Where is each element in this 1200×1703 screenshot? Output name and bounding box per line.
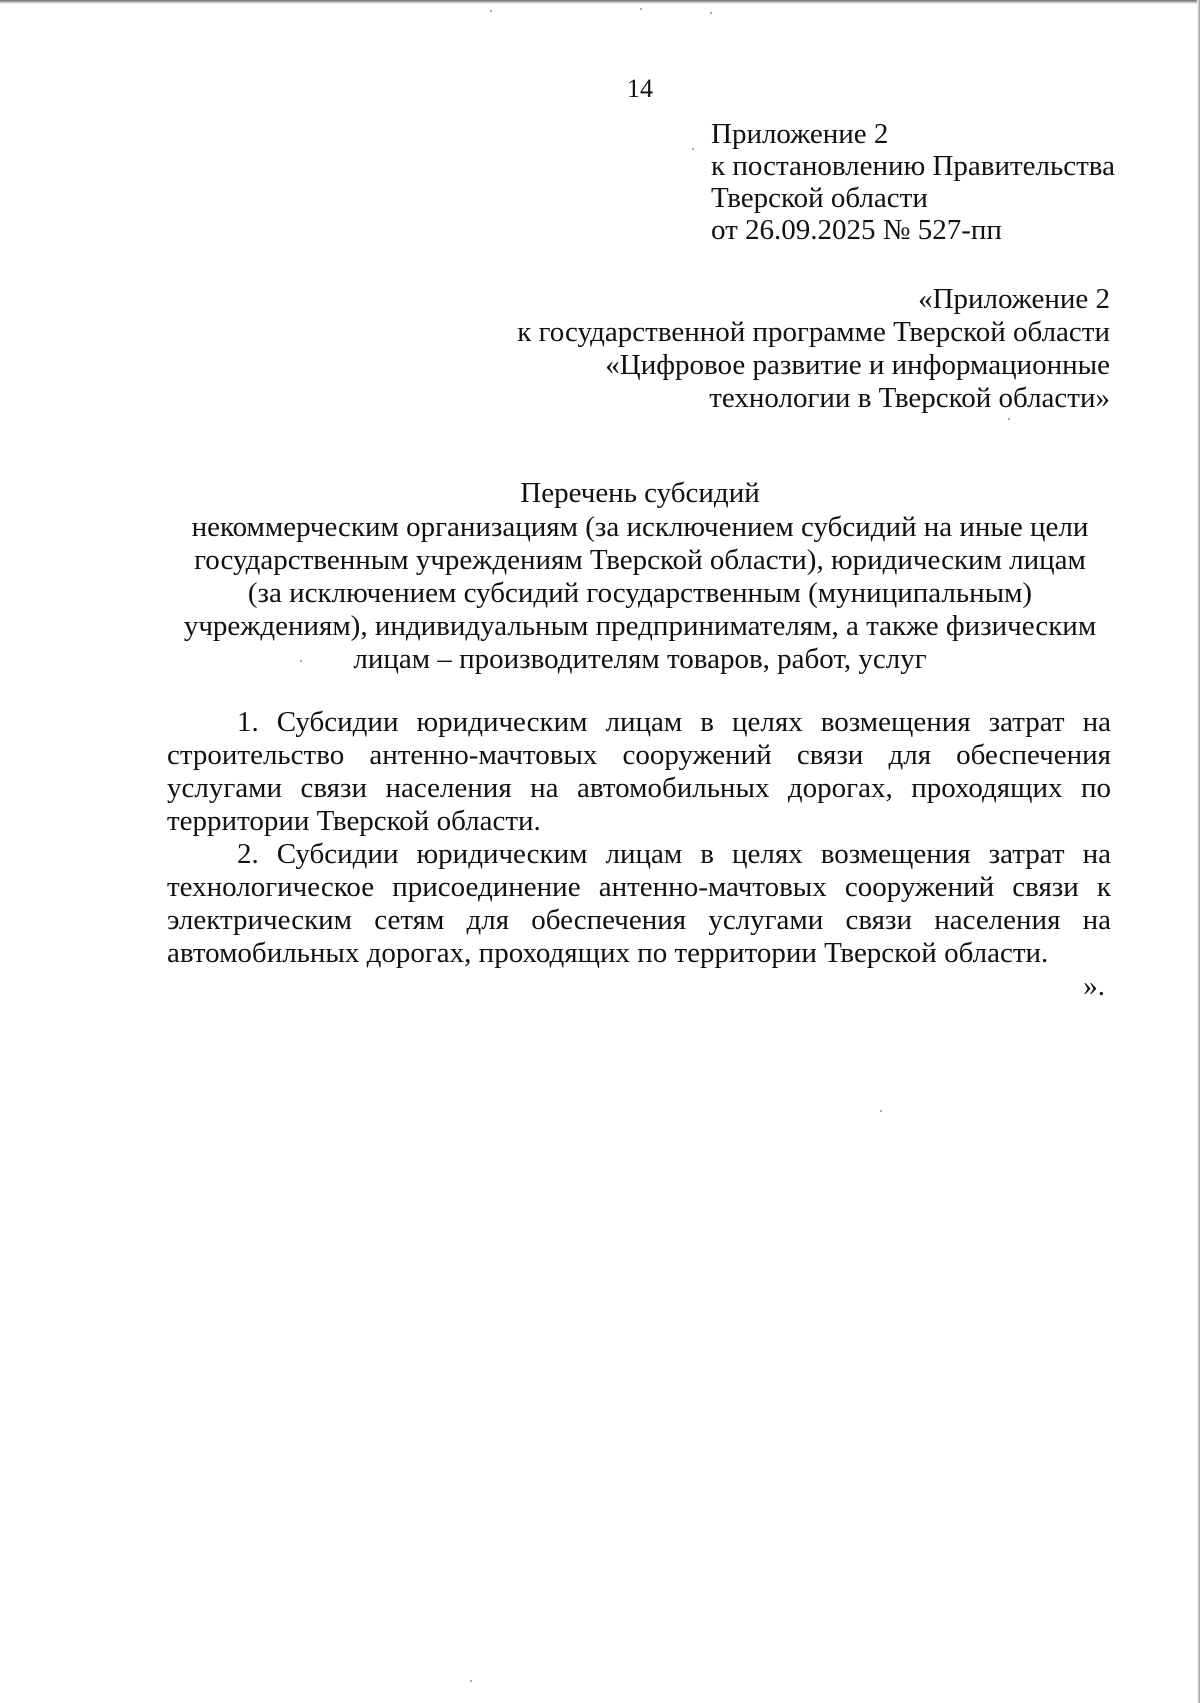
- document-title: [160, 477, 1120, 676]
- subsidy-item: 1. Субсидии юридическим лицам в целях возмещения затрат на строительство антенно-мачтовых сооружений связи для обеспечения услугами связи населения на автомобильных дорогах, проходящих по территории Тверской области.: [167, 706, 1111, 837]
- scan-top-edge: [0, 0, 1200, 4]
- title-heading: Перечень субсидий: [520, 477, 760, 509]
- scan-speck: [300, 660, 302, 662]
- attachment-line: к постановлению Правительства: [711, 150, 1115, 182]
- scan-speck: [470, 1680, 472, 1682]
- attachment-line: Тверской области: [711, 182, 928, 214]
- program-line: «Цифровое развитие и информационные: [605, 349, 1110, 381]
- page-number: 14: [627, 74, 653, 103]
- program-header: [517, 283, 1110, 415]
- program-line: технологии в Тверской области»: [709, 382, 1110, 414]
- attachment-header: [711, 118, 1115, 246]
- title-line: лицам – производителям товаров, работ, услуг: [353, 643, 927, 675]
- closing-quote: ».: [1083, 970, 1105, 1002]
- title-line: государственным учреждениям Тверской области), юридическим лицам: [194, 544, 1086, 576]
- title-line: некоммерческим организациям (за исключением субсидий на иные цели: [191, 511, 1089, 543]
- title-line: (за исключением субсидий государственным (муниципальным): [247, 577, 1033, 609]
- attachment-line: Приложение 2: [711, 118, 889, 150]
- program-line: «Приложение 2: [918, 283, 1110, 315]
- scan-speck: [880, 1110, 882, 1112]
- scan-speck: [1008, 418, 1010, 420]
- attachment-line: от 26.09.2025 № 527-пп: [711, 214, 1002, 246]
- subsidy-item: 2. Субсидии юридическим лицам в целях возмещения затрат на технологическое присоединение антенно-мачтовых сооружений связи к электрическим сетям для обеспечения услугами связи населения на автомобильных дорогах, проходящих по территории Тверской области.: [167, 838, 1111, 969]
- scan-speck: [490, 10, 492, 12]
- title-line: учреждениям), индивидуальным предпринимателям, а также физическим: [183, 610, 1097, 642]
- scan-speck: [710, 12, 712, 14]
- scan-speck: [640, 8, 642, 10]
- scan-speck: [692, 148, 694, 150]
- subsidy-list: [167, 706, 1111, 970]
- program-line: к государственной программе Тверской области: [517, 316, 1110, 348]
